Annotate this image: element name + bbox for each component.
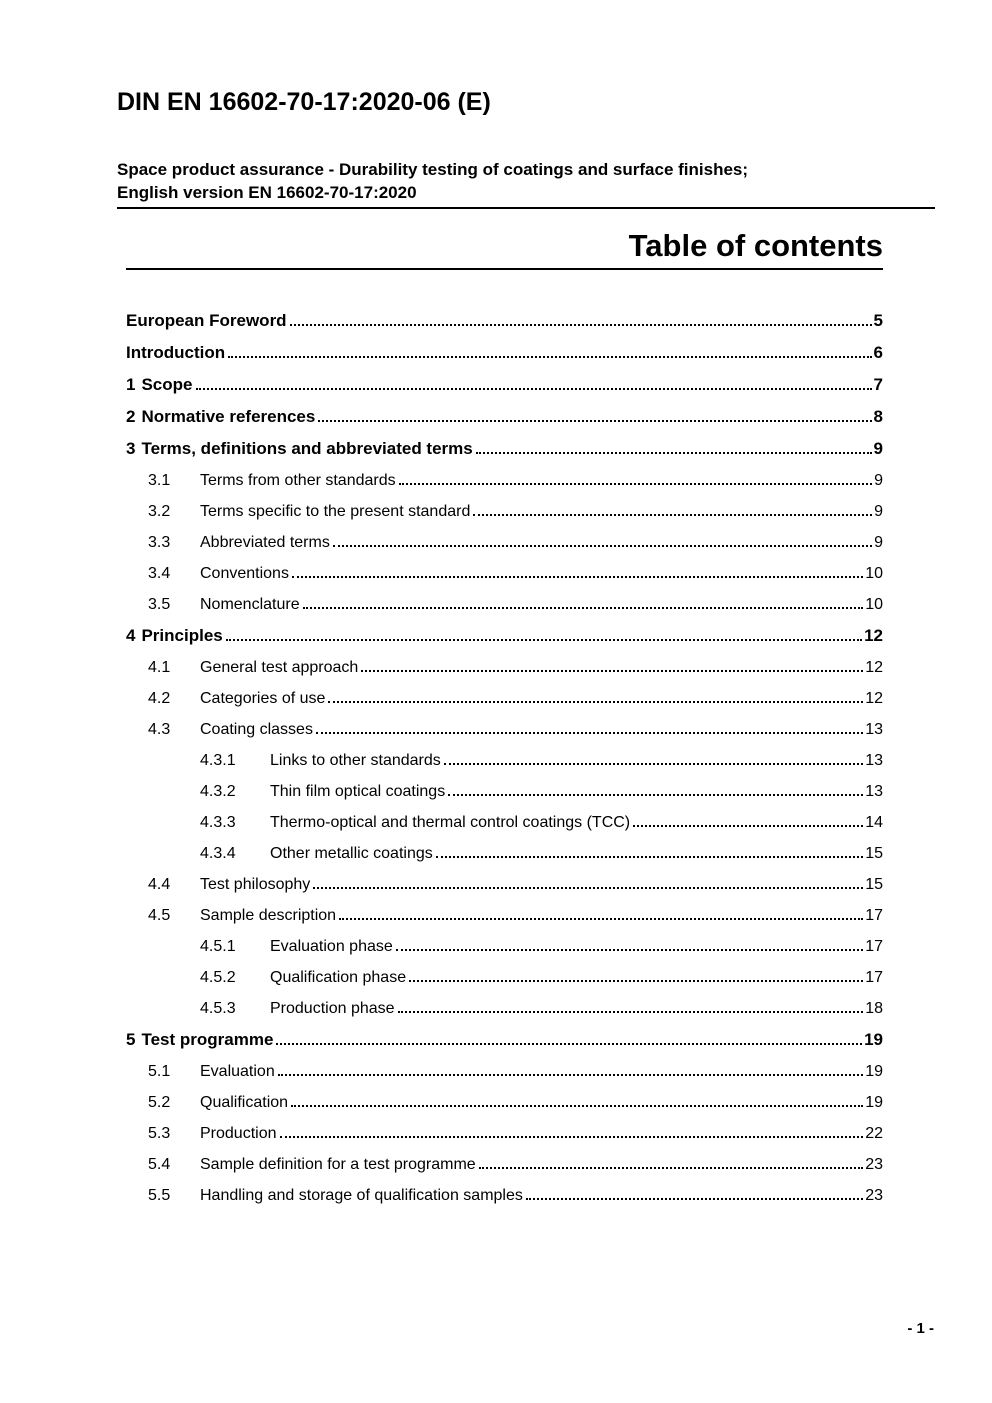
toc-entry-title: European Foreword bbox=[126, 311, 287, 330]
toc-leader-dots bbox=[278, 1074, 863, 1076]
toc-entry-number: 3.4 bbox=[148, 565, 171, 582]
toc-entry-title: Thin film optical coatings bbox=[270, 783, 446, 800]
toc-entry-title: Qualification bbox=[200, 1094, 289, 1111]
toc-entry-page: 9 bbox=[874, 472, 883, 489]
toc-leader-dots bbox=[398, 1011, 864, 1013]
toc-entry-page: 19 bbox=[865, 1063, 883, 1080]
toc-entry-number: 4.3.4 bbox=[200, 845, 236, 862]
doc-subtitle-line1: Space product assurance - Durability testing of coatings and surface finishes; bbox=[117, 160, 749, 179]
toc-entry-title: Test philosophy bbox=[200, 876, 311, 893]
toc-entry bbox=[126, 440, 883, 458]
toc-entry-number: 2 bbox=[126, 407, 136, 426]
toc-leader-dots bbox=[399, 483, 872, 485]
toc-entry-number: 5 bbox=[126, 1030, 136, 1049]
page-number-footer: - 1 - bbox=[907, 1320, 934, 1337]
toc-leader-dots bbox=[313, 887, 863, 889]
toc-entry-number: 4.3.1 bbox=[200, 752, 236, 769]
toc-entry-title: Test programme bbox=[141, 1030, 274, 1049]
toc-leader-dots bbox=[526, 1198, 863, 1200]
toc-leader-dots bbox=[436, 856, 863, 858]
toc-entry bbox=[126, 503, 883, 520]
toc-entry-title: Scope bbox=[141, 375, 193, 394]
doc-code: DIN EN 16602-70-17:2020-06 (E) bbox=[117, 88, 491, 116]
toc-entry-number: 5.1 bbox=[148, 1063, 171, 1080]
toc-entry bbox=[126, 938, 883, 955]
toc-entry bbox=[126, 814, 883, 831]
toc-entry bbox=[126, 845, 883, 862]
toc-leader-dots bbox=[290, 324, 872, 326]
toc-entry-title: Production phase bbox=[270, 1000, 395, 1017]
toc-entry-number: 4.4 bbox=[148, 876, 171, 893]
toc-entry-page: 7 bbox=[873, 375, 883, 394]
toc-entry-number: 3.2 bbox=[148, 503, 171, 520]
toc-leader-dots bbox=[448, 794, 863, 796]
toc-entry-page: 13 bbox=[865, 721, 883, 738]
toc-entry-number: 3.1 bbox=[148, 472, 171, 489]
toc-leader-dots bbox=[339, 918, 863, 920]
toc-entry bbox=[126, 1187, 883, 1204]
toc-leader-dots bbox=[226, 639, 862, 641]
toc-entry-page: 17 bbox=[865, 907, 883, 924]
toc-entry-page: 14 bbox=[865, 814, 883, 831]
toc-entry-number: 4.3 bbox=[148, 721, 171, 738]
toc-entry-number: 4.3.3 bbox=[200, 814, 236, 831]
toc-entry bbox=[126, 659, 883, 676]
toc-entry-title: Terms specific to the present standard bbox=[200, 503, 471, 520]
toc-entry bbox=[126, 565, 883, 582]
toc-entry-page: 13 bbox=[865, 783, 883, 800]
toc-entry bbox=[126, 721, 883, 738]
toc-leader-dots bbox=[444, 763, 863, 765]
toc-entry bbox=[126, 1094, 883, 1111]
toc-entry bbox=[126, 1125, 883, 1142]
toc-entry-number: 4.5.1 bbox=[200, 938, 236, 955]
toc-entry-number: 5.3 bbox=[148, 1125, 171, 1142]
toc-leader-dots bbox=[276, 1043, 862, 1045]
toc-entry-number: 4 bbox=[126, 626, 136, 645]
toc-entry-title: Other metallic coatings bbox=[270, 845, 433, 862]
toc-entry bbox=[126, 907, 883, 924]
header-divider bbox=[117, 207, 935, 209]
toc-leader-dots bbox=[280, 1136, 864, 1138]
toc-entry-page: 12 bbox=[865, 659, 883, 676]
toc-entry-title: Evaluation phase bbox=[270, 938, 393, 955]
toc-leader-dots bbox=[333, 545, 872, 547]
toc-leader-dots bbox=[291, 1105, 863, 1107]
toc-entry-page: 5 bbox=[873, 311, 883, 330]
toc-entry-page: 9 bbox=[874, 534, 883, 551]
toc-entry-page: 12 bbox=[865, 690, 883, 707]
toc-entry-number: 5.4 bbox=[148, 1156, 171, 1173]
toc-entry-title: Abbreviated terms bbox=[200, 534, 330, 551]
toc-entry bbox=[126, 752, 883, 769]
toc-entry bbox=[126, 1000, 883, 1017]
page-title: Table of contents bbox=[628, 228, 883, 263]
toc-entry-page: 18 bbox=[865, 1000, 883, 1017]
toc-leader-dots bbox=[476, 452, 872, 454]
toc-entry-page: 17 bbox=[865, 938, 883, 955]
toc-leader-dots bbox=[196, 388, 872, 390]
toc-entry-page: 19 bbox=[864, 1030, 883, 1049]
toc-entry bbox=[126, 344, 883, 362]
toc-entry-page: 8 bbox=[873, 407, 883, 426]
toc-entry-title: Production bbox=[200, 1125, 277, 1142]
toc-entry-page: 6 bbox=[873, 343, 883, 362]
toc-entry-page: 22 bbox=[865, 1125, 883, 1142]
table-of-contents bbox=[126, 312, 883, 1204]
toc-leader-dots bbox=[292, 576, 863, 578]
toc-leader-dots bbox=[396, 949, 863, 951]
toc-entry-title: Sample description bbox=[200, 907, 337, 924]
toc-entry-title: Principles bbox=[141, 626, 223, 645]
toc-leader-dots bbox=[316, 732, 863, 734]
toc-entry-page: 12 bbox=[864, 626, 883, 645]
toc-entry bbox=[126, 534, 883, 551]
toc-entry-number: 4.1 bbox=[148, 659, 171, 676]
toc-entry-number: 3.5 bbox=[148, 596, 171, 613]
toc-entry-page: 15 bbox=[865, 876, 883, 893]
toc-leader-dots bbox=[318, 420, 871, 422]
toc-entry-number: 4.2 bbox=[148, 690, 171, 707]
toc-area bbox=[126, 229, 883, 1204]
toc-entry bbox=[126, 876, 883, 893]
toc-entry-page: 13 bbox=[865, 752, 883, 769]
toc-leader-dots bbox=[303, 607, 864, 609]
toc-entry-title: General test approach bbox=[200, 659, 359, 676]
toc-leader-dots bbox=[409, 980, 863, 982]
toc-entry-number: 5.2 bbox=[148, 1094, 171, 1111]
toc-leader-dots bbox=[479, 1167, 864, 1169]
toc-entry-number: 3 bbox=[126, 439, 136, 458]
title-divider bbox=[126, 268, 883, 270]
toc-entry-title: Links to other standards bbox=[270, 752, 441, 769]
toc-entry bbox=[126, 783, 883, 800]
toc-entry-page: 23 bbox=[865, 1156, 883, 1173]
toc-entry-title: Handling and storage of qualification samples bbox=[200, 1187, 523, 1204]
toc-entry-number: 4.5.2 bbox=[200, 969, 236, 986]
toc-entry-title: Terms, definitions and abbreviated terms bbox=[141, 439, 473, 458]
toc-entry-page: 9 bbox=[873, 439, 883, 458]
doc-subtitle bbox=[117, 158, 935, 204]
toc-entry-title: Introduction bbox=[126, 343, 226, 362]
toc-leader-dots bbox=[228, 356, 871, 358]
toc-entry-page: 23 bbox=[865, 1187, 883, 1204]
toc-entry-title: Qualification phase bbox=[270, 969, 407, 986]
toc-entry-page: 10 bbox=[865, 596, 883, 613]
toc-entry-number: 5.5 bbox=[148, 1187, 171, 1204]
toc-entry-title: Terms from other standards bbox=[200, 472, 396, 489]
toc-leader-dots bbox=[633, 825, 863, 827]
toc-entry bbox=[126, 1031, 883, 1049]
toc-entry-page: 9 bbox=[874, 503, 883, 520]
toc-entry-number: 4.5.3 bbox=[200, 1000, 236, 1017]
toc-entry-page: 17 bbox=[865, 969, 883, 986]
toc-entry bbox=[126, 376, 883, 394]
toc-entry-title: Evaluation bbox=[200, 1063, 275, 1080]
toc-entry bbox=[126, 472, 883, 489]
toc-entry-number: 4.3.2 bbox=[200, 783, 236, 800]
toc-entry-page: 15 bbox=[865, 845, 883, 862]
toc-leader-dots bbox=[473, 514, 872, 516]
toc-entry bbox=[126, 969, 883, 986]
toc-entry-title: Normative references bbox=[141, 407, 316, 426]
toc-entry bbox=[126, 312, 883, 330]
toc-entry-title: Categories of use bbox=[200, 690, 326, 707]
toc-leader-dots bbox=[328, 701, 863, 703]
toc-entry bbox=[126, 1063, 883, 1080]
toc-entry bbox=[126, 596, 883, 613]
toc-entry-title: Coating classes bbox=[200, 721, 313, 738]
toc-entry-title: Nomenclature bbox=[200, 596, 300, 613]
toc-entry-title: Sample definition for a test programme bbox=[200, 1156, 476, 1173]
toc-leader-dots bbox=[361, 670, 863, 672]
toc-entry bbox=[126, 408, 883, 426]
toc-entry-page: 19 bbox=[865, 1094, 883, 1111]
toc-entry bbox=[126, 1156, 883, 1173]
toc-entry-title: Thermo-optical and thermal control coatings (TCC) bbox=[270, 814, 631, 831]
toc-entry-title: Conventions bbox=[200, 565, 289, 582]
toc-entry bbox=[126, 627, 883, 645]
toc-entry-number: 3.3 bbox=[148, 534, 171, 551]
toc-entry-page: 10 bbox=[865, 565, 883, 582]
toc-entry bbox=[126, 690, 883, 707]
doc-subtitle-line2: English version EN 16602-70-17:2020 bbox=[117, 183, 417, 202]
toc-entry-number: 1 bbox=[126, 375, 136, 394]
toc-entry-number: 4.5 bbox=[148, 907, 171, 924]
